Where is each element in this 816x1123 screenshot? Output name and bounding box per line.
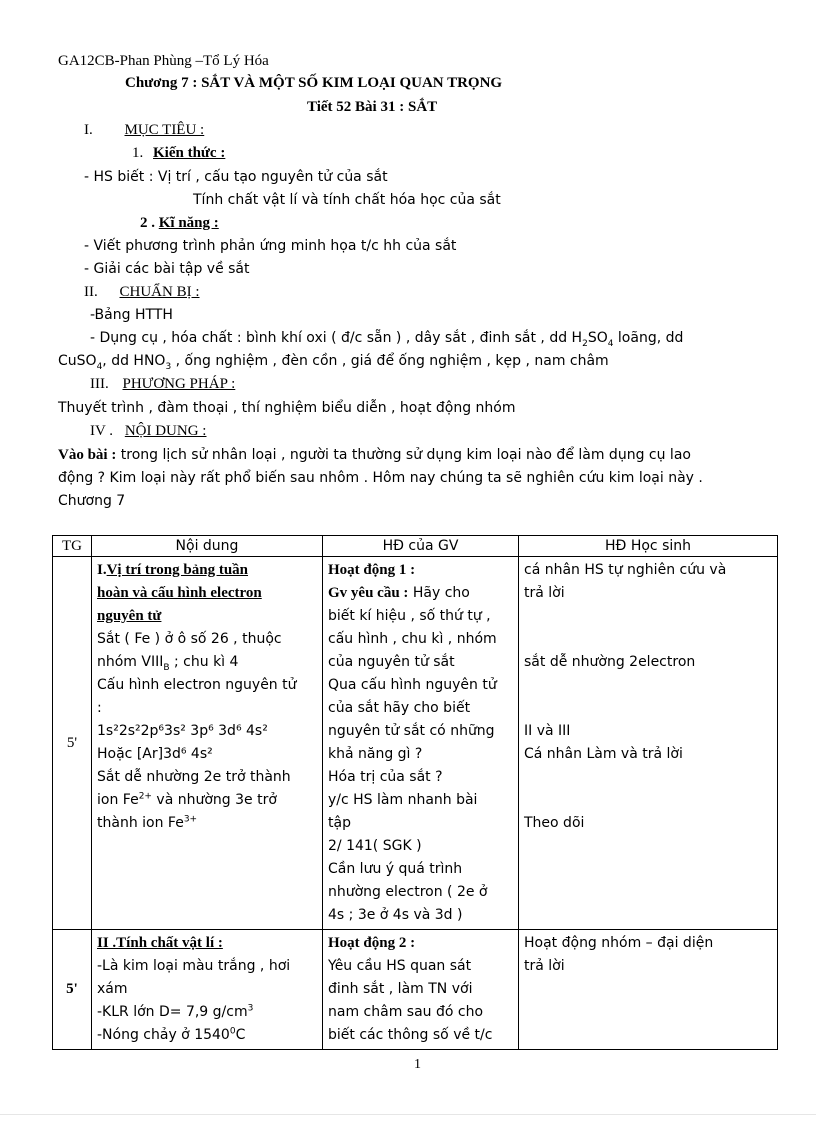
- row2-hs: Hoạt động nhóm – đại diện trả lời: [519, 930, 778, 1050]
- knowledge-line-2: Tính chất vật lí và tính chất hóa học của sắt: [193, 192, 501, 208]
- preparation-line-2: - Dụng cụ , hóa chất : bình khí oxi ( đ/c sẵn ) , dây sắt , đinh sắt , dd $H_2SO_4$ loãng, dd: [90, 330, 684, 349]
- methods-title: PHƯƠNG PHÁP :: [122, 376, 236, 392]
- methods-line: Thuyết trình , đàm thoại , thí nghiệm biểu diễn , hoạt động nhóm: [58, 400, 516, 416]
- content-title: NỘI DUNG :: [124, 423, 207, 439]
- lesson-table: [52, 535, 778, 1050]
- intro-label: Vào bài :: [58, 447, 117, 463]
- knowledge-num: 1.: [132, 145, 144, 161]
- objectives-heading: [84, 122, 204, 139]
- header-gv: HĐ của GV: [323, 536, 519, 557]
- row1-gv: Hoạt động 1 : Gv yêu cầu : Hãy cho biết kí hiệu , số thứ tự , cấu hình , chu kì , nhóm của nguyên tử sắt Qua cấu hình nguyên tử của sắt hãy cho biết nguyên tử sắt có những khả năng gì ? Hóa trị của sắt ? y/c HS làm nhanh bài tập 2/ 141( SGK ) Cần lưu ý quá trình nhường electron ( 2e ở 4s ; 3e ở 4s và 3d ): [323, 557, 519, 930]
- skills-heading: [140, 215, 219, 232]
- methods-heading: [90, 376, 235, 393]
- author-line: GA12CB-Phan Phùng –Tổ Lý Hóa: [58, 53, 269, 69]
- objectives-num: I.: [84, 122, 93, 138]
- knowledge-title: Kiến thức :: [153, 145, 226, 161]
- table-row: [53, 930, 778, 1050]
- row2-tg: 5': [53, 930, 92, 1050]
- skills-num: 2 .: [140, 215, 155, 231]
- header-tg: TG: [53, 536, 92, 557]
- skills-line-1: - Viết phương trình phản ứng minh họa t/c hh của sắt: [84, 238, 457, 254]
- intro-line-1: Vào bài : trong lịch sử nhân loại , người ta thường sử dụng kim loại nào để làm dụng cụ lao: [58, 447, 691, 463]
- intro-line-2: động ? Kim loại này rất phổ biến sau nhôm . Hôm nay chúng ta sẽ nghiên cứu kim loại này .: [58, 470, 703, 486]
- preparation-line-3: CuSO$_4$, dd $HNO_3$ , ống nghiệm , đèn cồn , giá để ống nghiệm , kẹp , nam châm: [58, 353, 609, 372]
- page-bottom-divider: [0, 1114, 816, 1115]
- electron-config: 1s²2s²2p⁶3s² 3p⁶ 3d⁶ 4s²: [97, 723, 268, 739]
- knowledge-heading: [132, 145, 225, 162]
- table-header-row: [53, 536, 778, 557]
- row2-content: II .Tính chất vật lí : -Là kim loại màu trắng , hơi xám -KLR lớn D= 7,9 $g/cm^3$ -Nóng chảy ở 1540$^0$C: [92, 930, 323, 1050]
- table-row: [53, 557, 778, 930]
- header-hs: HĐ Học sinh: [519, 536, 778, 557]
- content-num: IV .: [90, 423, 114, 439]
- lesson-title: Tiết 52 Bài 31 : SẮT: [307, 99, 438, 115]
- row1-section-title: I.Vị trí trong bảng tuần: [97, 562, 249, 578]
- row1-content: I.Vị trí trong bảng tuần hoàn và cấu hình electron nguyên tử Sắt ( Fe ) ở ô số 26 , thuộc nhóm $VIII_B$ ; chu kì 4 Cấu hình electron nguyên tử : 1s²2s²2p⁶3s² 3p⁶ 3d⁶ 4s² Hoặc [Ar]3d⁶ 4s² Sắt dễ nhường 2e trở thành ion $Fe^{2+}$ và nhường 3e trở thành ion $Fe^{3+}$: [92, 557, 323, 930]
- header-content: Nội dung: [92, 536, 323, 557]
- row1-tg: 5': [53, 557, 92, 930]
- preparation-title: CHUẨN BỊ :: [119, 284, 200, 300]
- chapter-title: Chương 7 : SẮT VÀ MỘT SỐ KIM LOẠI QUAN TRỌNG: [125, 75, 503, 91]
- skills-line-2: - Giải các bài tập về sắt: [84, 261, 250, 277]
- skills-title: Kĩ năng :: [158, 215, 219, 231]
- page-number: 1: [414, 1057, 421, 1072]
- methods-num: III.: [90, 376, 109, 392]
- intro-line-3: Chương 7: [58, 493, 126, 509]
- objectives-title: MỤC TIÊU :: [124, 122, 205, 138]
- preparation-heading: [84, 284, 200, 301]
- preparation-num: II.: [84, 284, 98, 300]
- row2-gv: Hoạt động 2 : Yêu cầu HS quan sát đinh sắt , làm TN với nam châm sau đó cho biết các thông số về t/c: [323, 930, 519, 1050]
- content-heading: [90, 423, 206, 440]
- knowledge-line-1: - HS biết : Vị trí , cấu tạo nguyên tử của sắt: [84, 169, 388, 185]
- preparation-line-1: -Bảng HTTH: [90, 307, 173, 323]
- row1-hs: cá nhân HS tự nghiên cứu và trả lời sắt dễ nhường 2electron II và III Cá nhân Làm và trả lời Theo dõi: [519, 557, 778, 930]
